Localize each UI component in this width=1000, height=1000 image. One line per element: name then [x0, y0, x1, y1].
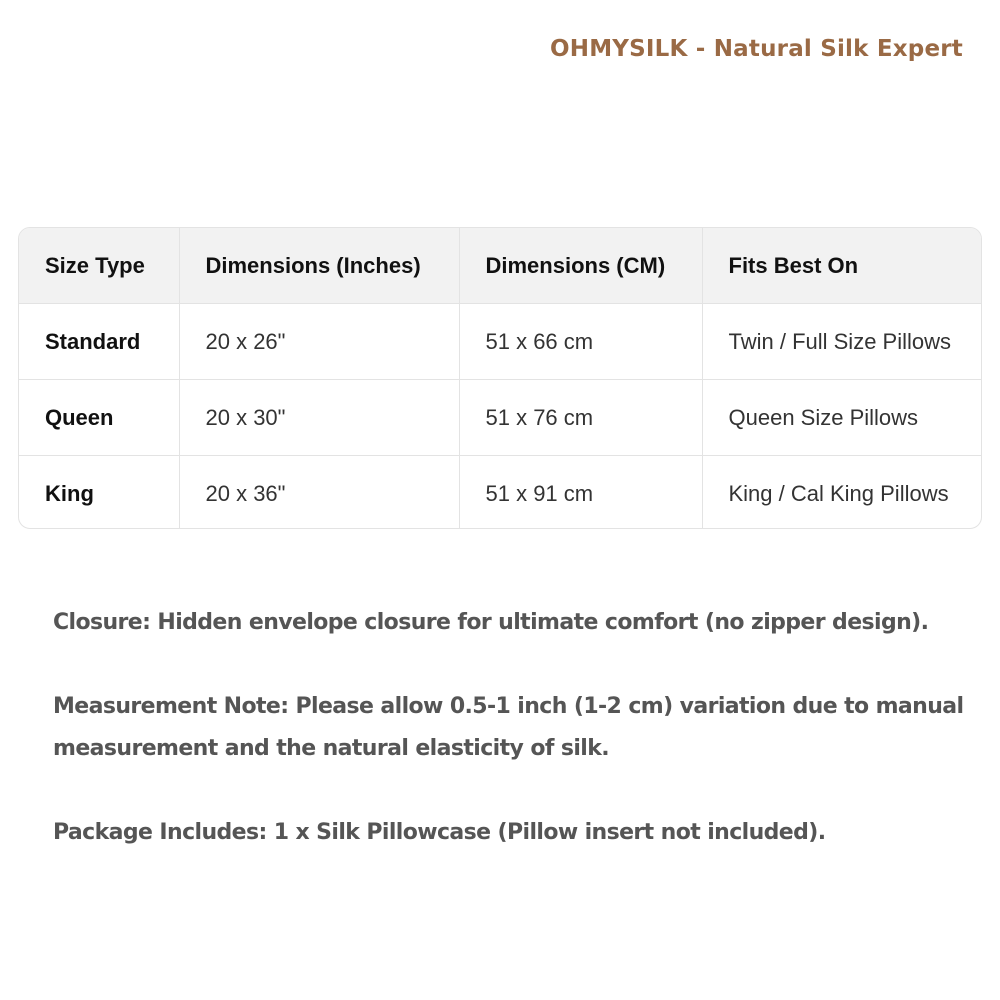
size-type-cell: King [19, 456, 179, 530]
header-dimensions-cm: Dimensions (CM) [459, 228, 702, 304]
size-table [18, 227, 982, 529]
package-note: Package Includes: 1 x Silk Pillowcase (Pillow insert not included). [53, 820, 826, 845]
header-fits-best-on: Fits Best On [702, 228, 981, 304]
dimensions-inches-cell: 20 x 30" [179, 380, 459, 456]
table-row [19, 304, 981, 380]
header-dimensions-inches: Dimensions (Inches) [179, 228, 459, 304]
table-header-row [19, 228, 981, 304]
dimensions-cm-cell: 51 x 66 cm [459, 304, 702, 380]
fits-best-on-cell: King / Cal King Pillows [728, 480, 949, 506]
product-notes [53, 602, 983, 854]
dimensions-inches-cell: 20 x 26" [179, 304, 459, 380]
closure-note: Closure: Hidden envelope closure for ultimate comfort (no zipper design). [53, 610, 929, 635]
dimensions-cm-cell: 51 x 91 cm [459, 456, 702, 530]
fits-best-on-cell: Twin / Full Size Pillows [702, 304, 981, 380]
size-type-cell: Standard [19, 304, 179, 380]
table-row [19, 456, 981, 530]
measurement-note: Measurement Note: Please allow 0.5-1 inch (1-2 cm) variation due to manual measurement and the natural elasticity of silk. [53, 694, 964, 761]
size-type-cell: Queen [19, 380, 179, 456]
dimensions-inches-cell: 20 x 36" [179, 456, 459, 530]
dimensions-cm-cell: 51 x 76 cm [459, 380, 702, 456]
fits-best-on-cell: Queen Size Pillows [702, 380, 981, 456]
header-size-type: Size Type [19, 228, 179, 304]
table-row [19, 380, 981, 456]
brand-title: OHMYSILK - Natural Silk Expert [550, 36, 963, 62]
